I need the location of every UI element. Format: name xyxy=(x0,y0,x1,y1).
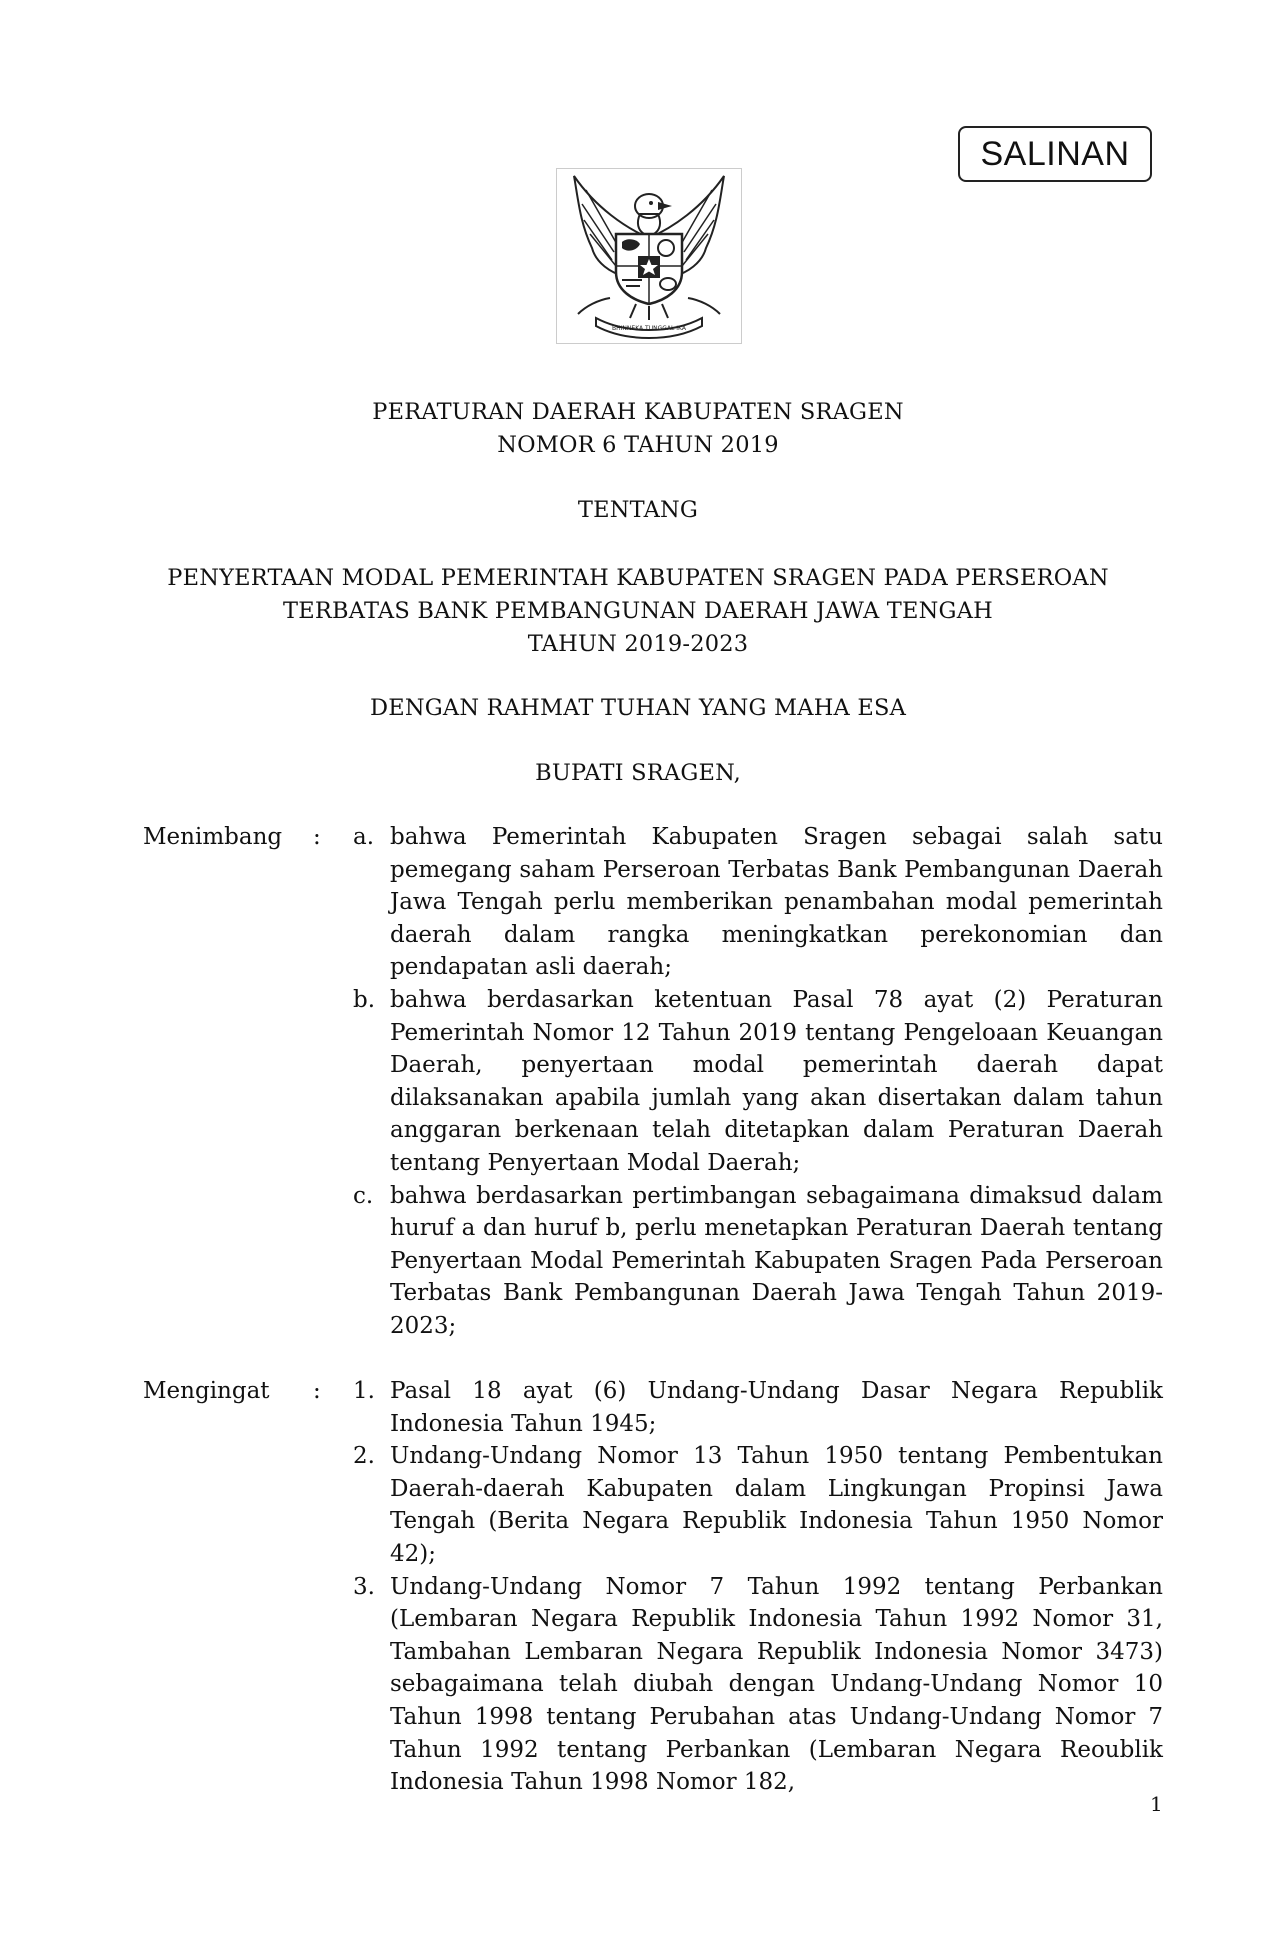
menimbang-colon: : xyxy=(313,824,321,850)
list-item xyxy=(353,1180,1163,1343)
mengingat-colon: : xyxy=(313,1378,321,1404)
list-item-text: Undang-Undang Nomor 7 Tahun 1992 tentang Perbankan (Lembaran Negara Republik Indonesia Tahun 1992 Nomor 31, Tambahan Lembaran Negara Republik Indonesia Nomor 3473) sebagaimana telah diubah dengan Undang-Undang Nomor 10 Tahun 1998 tentang Perubahan atas Undang-Undang Nomor 7 Tahun 1992 tentang Perbankan (Lembaran Negara Reoublik Indonesia Tahun 1998 Nomor 182, xyxy=(390,1573,1163,1796)
list-item xyxy=(353,984,1163,1180)
garuda-emblem-icon xyxy=(556,168,742,344)
header-subject-line2: TERBATAS BANK PEMBANGUNAN DAERAH JAWA TENGAH xyxy=(283,598,993,624)
header-title-line2: NOMOR 6 TAHUN 2019 xyxy=(497,432,779,458)
list-item-mark: 1. xyxy=(353,1378,375,1404)
header-subject-line1: PENYERTAAN MODAL PEMERINTAH KABUPATEN SRAGEN PADA PERSEROAN xyxy=(167,565,1109,591)
list-item-text: Undang-Undang Nomor 13 Tahun 1950 tentang Pembentukan Daerah-daerah Kabupaten dalam Lingkungan Propinsi Jawa Tengah (Berita Negara Republik Indonesia Tahun 1950 Nomor 42); xyxy=(390,1443,1163,1567)
list-item-mark: a. xyxy=(353,824,375,850)
list-item xyxy=(353,1571,1163,1799)
header-tentang: TENTANG xyxy=(577,497,699,523)
list-item-mark: c. xyxy=(353,1182,374,1209)
header-title-line1: PERATURAN DAERAH KABUPATEN SRAGEN xyxy=(372,399,904,425)
list-item-text: bahwa berdasarkan pertimbangan sebagaimana dimaksud dalam huruf a dan huruf b, perlu menetapkan Peraturan Daerah tentang Penyertaan Modal Pemerintah Kabupaten Sragen Pada Perseroan Terbatas Bank Pembangunan Daerah Jawa Tengah Tahun 2019-2023; xyxy=(390,1182,1163,1339)
list-item-mark: 3. xyxy=(353,1573,375,1600)
mengingat-section xyxy=(143,1375,1163,1799)
header-rahmat: DENGAN RAHMAT TUHAN YANG MAHA ESA xyxy=(369,695,907,721)
list-item-text: Pasal 18 ayat (6) Undang-Undang Dasar Negara Republik Indonesia Tahun 1945; xyxy=(390,1378,1163,1437)
list-item-text: bahwa berdasarkan ketentuan Pasal 78 ayat (2) Peraturan Pemerintah Nomor 12 Tahun 2019 tentang Pengeloaan Keuangan Daerah, penyertaan modal pemerintah daerah dapat dilaksanakan apabila jumlah yang akan disertakan dalam tahun anggaran berkenaan telah ditetapkan dalam Peraturan Daerah tentang Penyertaan Modal Daerah; xyxy=(390,986,1163,1176)
salinan-stamp: SALINAN xyxy=(958,126,1152,182)
list-item-mark: 2. xyxy=(353,1443,375,1470)
menimbang-label: Menimbang xyxy=(143,824,283,850)
page-number: 1 xyxy=(1150,1792,1163,1816)
list-item xyxy=(353,821,1163,984)
list-item xyxy=(353,1375,1163,1440)
header-subject-line3: TAHUN 2019-2023 xyxy=(527,631,749,657)
emblem-motto: BHINNEKA TUNGGAL IKA xyxy=(612,325,686,332)
list-item-mark: b. xyxy=(353,986,376,1013)
menimbang-section xyxy=(143,821,1163,1343)
list-item xyxy=(353,1440,1163,1570)
mengingat-label: Mengingat xyxy=(143,1378,270,1404)
list-item-text: bahwa Pemerintah Kabupaten Sragen sebagai salah satu pemegang saham Perseroan Terbatas Bank Pembangunan Daerah Jawa Tengah perlu memberikan penambahan modal pemerintah daerah dalam rangka meningkatkan perekonomian dan pendapatan asli daerah; xyxy=(390,824,1163,981)
header-bupati: BUPATI SRAGEN, xyxy=(535,760,741,786)
